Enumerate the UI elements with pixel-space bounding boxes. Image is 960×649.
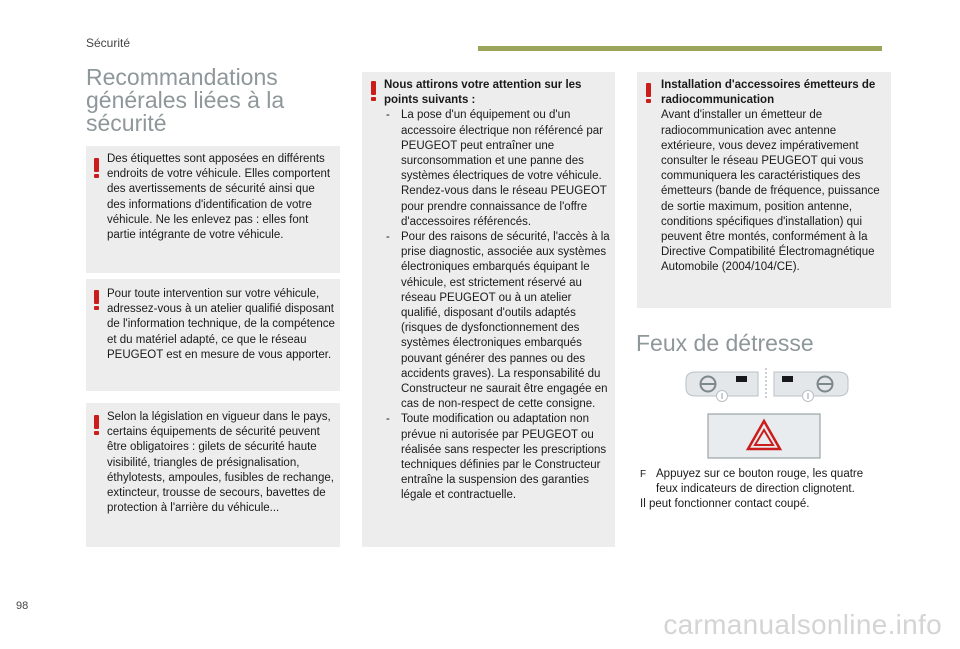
warning-text: Des étiquettes sont apposées en différents endroits de votre véhicule. Elles comportent des avertissements de sécurité ainsi que des informations d'identification de votre véhicule. Ne les enlevez pas : elles font partie intégrante de votre véhicule.	[107, 153, 331, 242]
warning-exclamation-icon	[94, 415, 99, 435]
usb-socket-icon	[717, 391, 728, 402]
instruction-note: Il peut fonctionner contact coupé.	[640, 498, 810, 511]
list-item-text: Toute modification ou adaptation non prévue ni autorisée par PEUGEOT ou réalisée sans respecter les prescriptions techniques définies par le Constructeur entraîne la suspension des garanties légale et contractuelle.	[401, 413, 607, 502]
instruction-bullet-icon: F	[640, 469, 647, 480]
watermark: carmanualsonline.info	[663, 609, 942, 640]
instruction-text: Appuyez sur ce bouton rouge, les quatre feux indicateurs de direction clignotent.	[656, 468, 864, 496]
list-item-text: La pose d'un équipement ou d'un accessoire électrique non référencé par PEUGEOT peut entraîner une surconsommation et une panne des systèmes électriques de votre véhicule. Rendez-vous dans le réseau PEUGEOT pour prendre connaissance de l'offre d'accessoires référencés.	[401, 109, 607, 228]
attention-heading: Nous attirons votre attention sur les points suivants :	[384, 79, 582, 107]
warning-box-intervention	[86, 279, 340, 391]
warning-exclamation-icon	[646, 83, 651, 103]
warning-exclamation-icon	[94, 290, 99, 310]
hazard-instructions	[640, 467, 886, 513]
attention-content	[384, 78, 612, 504]
list-dash: -	[386, 413, 390, 426]
list-dash: -	[386, 231, 390, 244]
usb-socket-icon	[803, 391, 814, 402]
section-header-label: Sécurité	[86, 36, 131, 50]
warning-text: Selon la législation en vigueur dans le pays, certains équipements de sécurité peuvent être obligatoires : gilets de sécurité haute visibilité, triangles de présignalisation, éthylotests, ampoules, fusibles de rechange, extincteur, trousse de secours, bavettes de protection à l'arrière du véhicule...	[107, 411, 334, 515]
warning-box-legislation	[86, 403, 340, 547]
list-item-text: Pour des raisons de sécurité, l'accès à la prise diagnostic, associée aux systèmes électroniques embarqués équipant le véhicule, est strictement réservé au réseau PEUGEOT ou à un atelier qualifié, disposant d'outils adaptés (risques de dysfonctionnement des systèmes électroniques embarqués pouvant générer des pannes ou des accidents graves). La responsabilité du Constructeur ne saurait être engagée en cas de non-respect de cette consigne.	[401, 231, 610, 411]
section-title-safety: Recommandations générales liées à la sécurité	[86, 64, 285, 136]
list-item	[384, 412, 612, 503]
warning-box-radio	[637, 72, 891, 308]
radio-heading: Installation d'accessoires émetteurs de radiocommunication	[661, 79, 876, 107]
radio-content	[661, 78, 887, 276]
radio-body: Avant d'installer un émetteur de radiocommunication avec antenne extérieure, vous devez impérativement consulter le réseau PEUGEOT qui vous communiquera les caractéristiques des émetteurs (bande de fréquence, puissance de sortie maximum, position antenne, conditions spécifiques d'installation) qui peuvent être montés, conformément à la Directive Compatibilité Électromagnétique Automobile (2004/104/CE).	[661, 109, 880, 274]
warning-exclamation-icon	[94, 158, 99, 178]
list-dash: -	[386, 109, 390, 122]
attention-list	[384, 108, 612, 503]
list-item	[384, 230, 612, 412]
list-item	[384, 108, 612, 230]
section-title-hazard-lights: Feux de détresse	[636, 330, 814, 356]
page-number: 98	[16, 600, 29, 612]
header-rule	[478, 46, 882, 51]
warning-box-labels	[86, 146, 340, 273]
warning-text: Pour toute intervention sur votre véhicule, adressez-vous à un atelier qualifié disposant de l'information technique, de la compétence et du matériel adapté, ce que le réseau PEUGEOT est en mesure de vous apporter.	[107, 288, 335, 361]
instruction-row	[640, 467, 886, 497]
hazard-switch-illustration	[684, 366, 850, 462]
warning-box-attention	[362, 72, 615, 547]
warning-exclamation-icon	[371, 81, 376, 101]
